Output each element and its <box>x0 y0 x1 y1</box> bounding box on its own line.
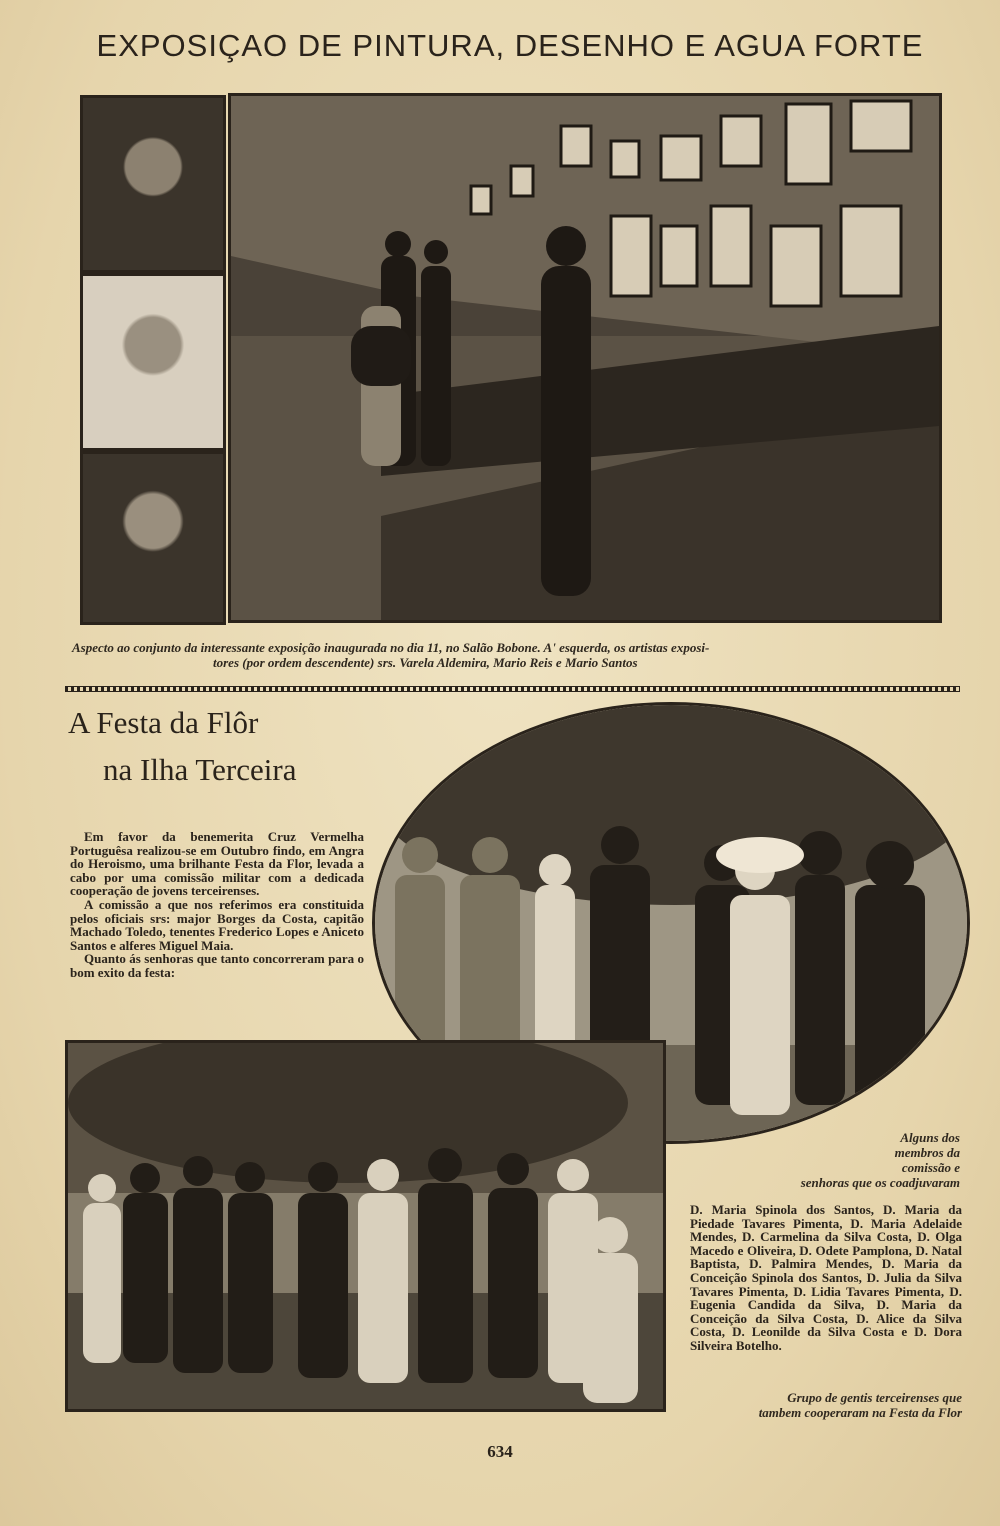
festa-paragraph-2: A comissão a que nos referimos era constituida pelos oficiais srs: major Borges da Costa, capitão Machado Toledo, tenentes Frederico Lopes e Aniceto Santos e alferes Miguel Maia. <box>70 896 364 953</box>
portrait-varela-aldemira <box>83 98 223 270</box>
exhibition-caption-line2: tores (por ordem descendente) srs. Varela Aldemira, Mario Reis e Mario Santos <box>213 655 638 670</box>
oval-caption-line2: membros da <box>894 1145 960 1160</box>
exhibition-caption-line1: Aspecto ao conjunto da interessante exposição inaugurada no dia 11, no Salão Bobone. A' esquerda, os artistas exposi- <box>72 640 710 655</box>
oval-caption-line1: Alguns dos <box>900 1130 960 1145</box>
oval-caption-line4: senhoras que os coadjuvaram <box>800 1175 960 1190</box>
festa-title-line1: A Festa da Flôr <box>68 705 259 740</box>
group-caption-line2: tambem cooperaram na Festa da Flor <box>758 1405 962 1420</box>
portrait-mario-santos <box>83 454 223 622</box>
oval-caption <box>720 1130 960 1190</box>
group-caption <box>690 1390 962 1420</box>
festa-paragraph-3: Quanto ás senhoras que tanto concorreram para o bom exito da festa: <box>70 951 364 980</box>
festa-article-text <box>70 830 364 980</box>
section-divider <box>65 686 960 692</box>
group-photo <box>65 1040 666 1412</box>
group-caption-line1: Grupo de gentis terceirenses que <box>787 1390 962 1405</box>
page-headline: EXPOSIÇAO DE PINTURA, DESENHO E AGUA FORTE <box>96 28 924 63</box>
exhibition-hall-photo <box>228 93 942 623</box>
oval-caption-line3: comissão e <box>901 1160 960 1175</box>
page-number: 634 <box>487 1442 513 1461</box>
names-list: D. Maria Spinola dos Santos, D. Maria da Piedade Tavares Pimenta, D. Maria Adelaide Mendes, D. Carmelina da Silva Costa, D. Olga Macedo e Oliveira, D. Odete Pamplona, D. Natal Baptista, D. Palmira Mendes, D. Maria da Conceição Spinola dos Santos, D. Julia da Silva Tavares Pimenta, D. Lidia Tavares Pimenta, D. Eugenia Candida da Silva, D. Maria da Conceição da Silva Costa, D. Alice da Silva Costa, D. Leonilde da Silva Costa e D. Dora Silveira Botelho. <box>690 1202 962 1353</box>
portrait-mario-reis <box>83 276 223 448</box>
festa-paragraph-1: Em favor da benemerita Cruz Vermelha Portuguêsa realizou-se em Outubro findo, em Angra do Heroismo, uma brilhante Festa da Flor, levada a cabo por uma comissão militar com a dedicada cooperação de jovens terceirenses. <box>70 829 364 899</box>
artist-portraits <box>80 95 226 625</box>
festa-title-line2: na Ilha Terceira <box>103 752 297 787</box>
